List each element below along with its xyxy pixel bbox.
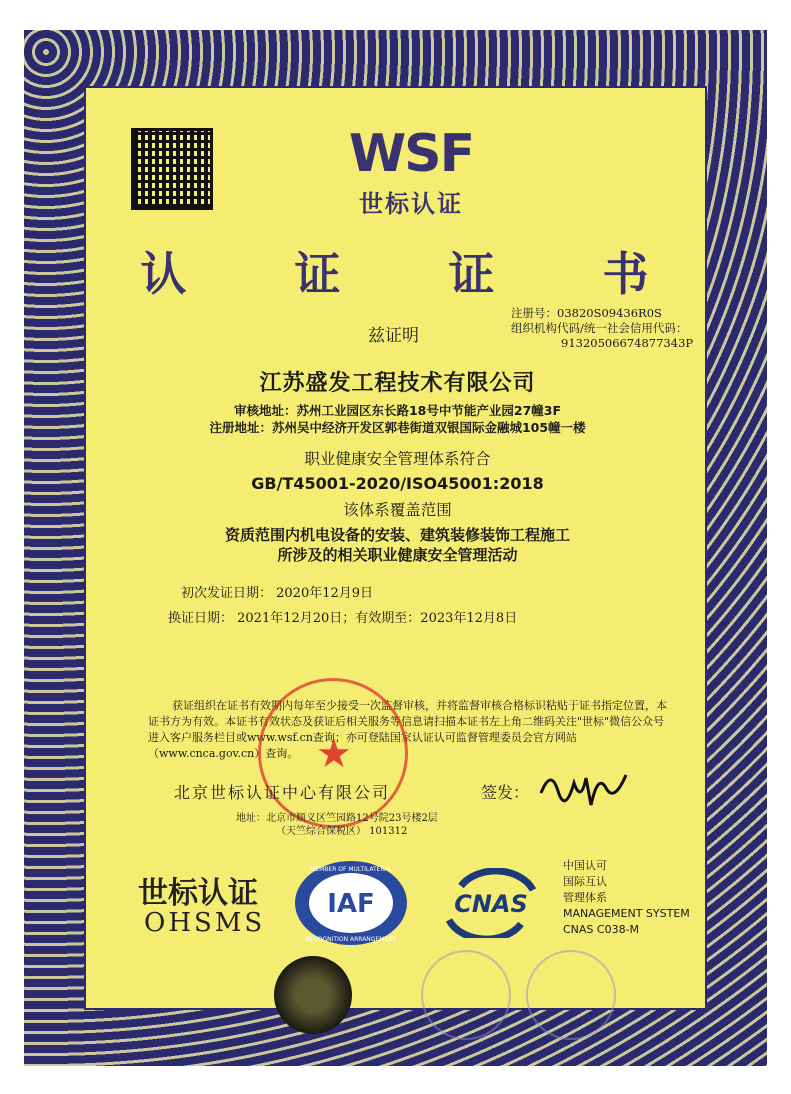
sign-label: 签发： — [481, 783, 530, 802]
certificate-body — [84, 86, 707, 1010]
org-code-label: 组织机构代码/统一社会信用代码： — [511, 321, 688, 335]
issuer-address — [236, 812, 438, 838]
registration-info — [511, 306, 693, 351]
audit-address: 审核地址：苏州工业园区东长路18号中节能产业园27幢3F — [233, 403, 562, 418]
scope-label: 该体系覆盖范围 — [343, 501, 452, 519]
issuer-address-line-2: （天竺综合保税区） 101312 — [276, 826, 408, 837]
conformity-text: 职业健康安全管理体系符合 — [304, 450, 491, 468]
hereby-text: 兹证明 — [368, 326, 419, 346]
standard-code: GB/T45001-2020/ISO45001:2018 — [251, 474, 544, 493]
cnas-line-5: CNAS C038-M — [563, 923, 640, 936]
registration-number: 注册号：03820S09436R0S — [511, 306, 662, 320]
qr-code[interactable] — [131, 128, 213, 210]
ohsms-mark-en: OHSMS — [144, 908, 266, 938]
wsf-logo-subtitle: 世标认证 — [359, 190, 463, 218]
issuer-address-line-1: 地址：北京市顺义区竺园路12号院23号楼2层 — [236, 813, 438, 824]
iaf-text: IAF — [327, 889, 375, 919]
renewal-date: 换证日期： 2021年12月20日；有效期至：2023年12月8日 — [168, 611, 518, 626]
certificate — [24, 30, 767, 1066]
official-seal — [258, 678, 408, 828]
certificate-title: 认 证 证 书 — [140, 247, 695, 301]
cnas-description — [563, 858, 690, 938]
surveillance-stamp-1 — [421, 950, 511, 1040]
cnas-line-2: 国际互认 — [563, 875, 607, 888]
iaf-ring-top: MEMBER OF MULTILATERAL — [310, 866, 392, 873]
cnas-text: CNAS — [454, 890, 528, 918]
org-code: 91320506674877343P — [561, 336, 694, 350]
registered-address: 注册地址：苏州吴中经济开发区郭巷街道双银国际金融城105幢一楼 — [209, 420, 586, 435]
initial-issue-date: 初次发证日期： 2020年12月9日 — [181, 586, 374, 601]
iaf-logo — [291, 858, 411, 948]
ohsms-mark-cn: 世标认证 — [138, 876, 258, 911]
surveillance-stamp-2 — [526, 950, 616, 1040]
cnas-logo — [441, 868, 541, 938]
company-name: 江苏盛发工程技术有限公司 — [259, 371, 536, 396]
scope-line-2: 所涉及的相关职业健康安全管理活动 — [277, 546, 518, 564]
scope-line-1: 资质范围内机电设备的安装、建筑装修装饰工程施工 — [224, 526, 570, 544]
issuing-organization: 北京世标认证中心有限公司 — [174, 783, 391, 802]
iaf-ring-bottom: RECOGNITION ARRANGEMENT — [305, 936, 397, 943]
cnas-line-4: MANAGEMENT SYSTEM — [563, 907, 690, 920]
wsf-logo: WSF — [348, 124, 474, 184]
cnas-line-3: 管理体系 — [563, 891, 607, 904]
validity-note: 获证组织在证书有效期内每年至少接受一次监督审核，并将监督审核合格标识粘贴于证书指定位置，本证书方为有效。本证书有效状态及获证后相关服务等信息请扫描本证书左上角二维码关注"世标"微信公众号进入客户服务栏目或www.wsf.cn查询；亦可登陆国家认证认可监督管理委员会官方网站（www.cnca.gov.cn）查询。 — [148, 699, 667, 760]
hologram-seal — [274, 956, 352, 1034]
cnas-line-1: 中国认可 — [563, 859, 607, 872]
seal-star-icon: ★ — [316, 731, 352, 777]
signature — [536, 763, 636, 813]
